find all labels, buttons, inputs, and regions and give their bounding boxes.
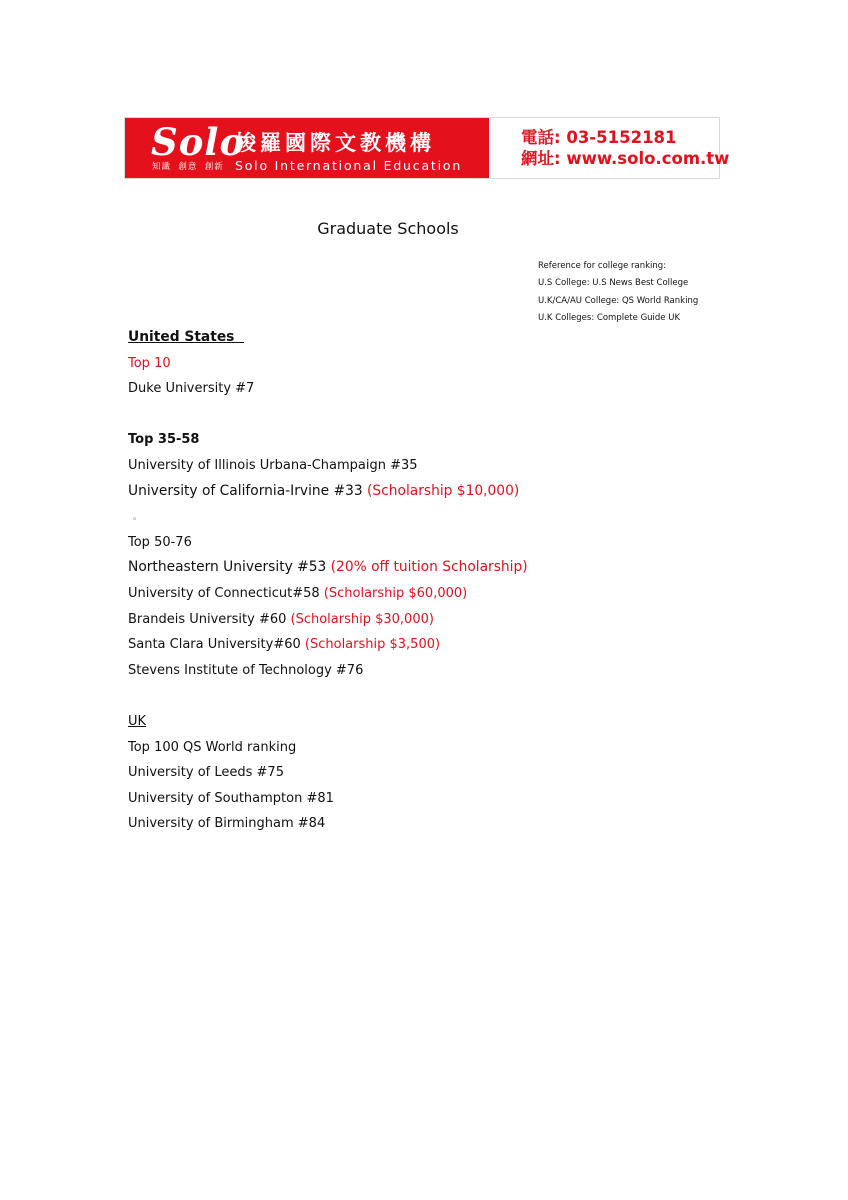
school-name: University of Illinois Urbana-Champaign #35	[128, 457, 418, 473]
header-banner	[124, 117, 730, 179]
reference-line: U.S College: U.S News Best College	[538, 278, 689, 289]
school-entry	[128, 581, 768, 607]
school-name: University of California-Irvine #33	[128, 482, 368, 499]
ranking-group-label: Top 10	[128, 355, 171, 371]
school-entry	[128, 607, 768, 633]
school-name: Brandeis University #60	[128, 611, 291, 627]
school-name: University of Connecticut#58	[128, 585, 324, 601]
page-title: Graduate Schools	[317, 219, 459, 238]
school-name: Stevens Institute of Technology #76	[128, 662, 364, 678]
scholarship-note: (Scholarship $60,000)	[323, 585, 468, 601]
reference-line: U.K/CA/AU College: QS World Ranking	[538, 295, 699, 306]
school-name: Santa Clara University#60	[128, 637, 305, 653]
brand-logo-block	[125, 118, 489, 178]
logo-wordmark: Solo	[151, 120, 246, 164]
school-entry: University of Leeds #75	[128, 765, 284, 781]
school-entry	[128, 555, 768, 581]
scholarship-note: (Scholarship $3,500)	[304, 637, 441, 653]
contact-website: 網址: www.solo.com.tw	[521, 149, 730, 168]
scholarship-note: (Scholarship $30,000)	[290, 611, 434, 627]
school-entry: Duke University #7	[128, 381, 255, 397]
organization-name-english: Solo International Education	[235, 158, 463, 173]
section-heading-uk: UK	[128, 713, 147, 729]
school-list	[128, 325, 768, 837]
ranking-group-label: Top 50-76	[128, 534, 192, 550]
school-entry: University of Southampton #81	[128, 790, 334, 806]
reference-line: U.K Colleges: Complete Guide UK	[538, 312, 681, 323]
stray-punctuation: 。	[133, 512, 141, 522]
school-entry: University of Birmingham #84	[128, 816, 326, 832]
school-entry	[128, 632, 768, 658]
school-entry	[128, 453, 768, 479]
organization-name-chinese: 梭羅國際文教機構	[235, 131, 435, 155]
school-entry	[128, 658, 768, 684]
ranking-reference-note	[538, 258, 698, 327]
ranking-group-label: Top 35-58	[128, 432, 200, 448]
scholarship-note: (20% off tuition Scholarship)	[330, 559, 528, 576]
school-name: Northeastern University #53	[128, 559, 331, 576]
reference-heading: Reference for college ranking:	[538, 261, 667, 271]
school-entry	[128, 479, 768, 505]
ranking-group-label: Top 100 QS World ranking	[128, 739, 297, 755]
scholarship-note: (Scholarship $10,000)	[367, 482, 520, 499]
section-heading-united-states: United States	[128, 329, 235, 345]
logo-motto: 知識 創意 創新	[152, 162, 224, 172]
contact-phone: 電話: 03-5152181	[521, 128, 677, 147]
